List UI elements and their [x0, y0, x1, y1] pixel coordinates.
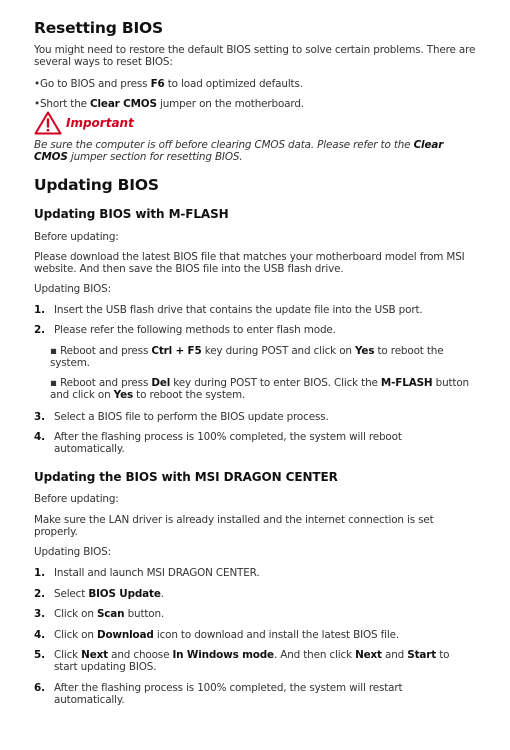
mflash-heading: Updating BIOS with M-FLASH	[34, 207, 229, 221]
mflash-step-4: 4. After the flashing process is 100% completed, the system will reboot automatically.	[34, 431, 402, 455]
mflash-download: Please download the latest BIOS file that matches your motherboard model from MSI website. And then save the BIOS file into the USB flash drive.	[34, 251, 465, 275]
mflash-step-1: 1. Insert the USB flash drive that contains the update file into the USB port.	[34, 304, 423, 316]
mflash-method-del: ▪ Reboot and press Del key during POST to enter BIOS. Click the M-FLASH button and click on Yes to reboot the system.	[50, 377, 469, 401]
important-note: Be sure the computer is off before clearing CMOS data. Please refer to the Clear CMOS jumper section for resetting BIOS.	[34, 139, 444, 163]
reset-intro: You might need to restore the default BIOS setting to solve certain problems. There are several ways to reset BIOS:	[34, 44, 476, 68]
resetting-bios-heading: Resetting BIOS	[34, 19, 163, 37]
mflash-before: Before updating:	[34, 231, 119, 243]
bullet-dot: •	[34, 78, 40, 90]
important-callout	[34, 111, 134, 135]
mflash-step-2: 2. Please refer the following methods to enter flash mode.	[34, 324, 336, 336]
dragon-center-heading: Updating the BIOS with MSI DRAGON CENTER	[34, 470, 338, 484]
warning-triangle-icon	[34, 111, 62, 135]
dragon-step-1: 1. Install and launch MSI DRAGON CENTER.	[34, 567, 260, 579]
important-label: Important	[66, 116, 134, 130]
dragon-before: Before updating:	[34, 493, 119, 505]
dragon-updating: Updating BIOS:	[34, 546, 111, 558]
updating-bios-heading: Updating BIOS	[34, 176, 159, 194]
mflash-step-3: 3. Select a BIOS file to perform the BIOS update process.	[34, 411, 329, 423]
mflash-updating: Updating BIOS:	[34, 283, 111, 295]
dragon-step-5: 5. Click Next and choose In Windows mode. And then click Next and Start to start updating BIOS.	[34, 649, 450, 673]
dragon-step-2: 2. Select BIOS Update.	[34, 588, 164, 600]
reset-bullet-f6: •Go to BIOS and press F6 to load optimized defaults.	[34, 78, 303, 90]
square-bullet: ▪	[50, 377, 57, 389]
dragon-lan: Make sure the LAN driver is already installed and the internet connection is set properly.	[34, 514, 434, 538]
dragon-step-4: 4. Click on Download icon to download and install the latest BIOS file.	[34, 629, 399, 641]
dragon-step-6: 6. After the flashing process is 100% completed, the system will restart automatically.	[34, 682, 403, 706]
dragon-step-3: 3. Click on Scan button.	[34, 608, 165, 620]
square-bullet: ▪	[50, 345, 57, 357]
reset-bullet-clear-cmos: •Short the Clear CMOS jumper on the motherboard.	[34, 98, 304, 110]
mflash-method-ctrl-f5: ▪ Reboot and press Ctrl + F5 key during POST and click on Yes to reboot the system.	[50, 345, 444, 369]
bullet-dot: •	[34, 98, 40, 110]
